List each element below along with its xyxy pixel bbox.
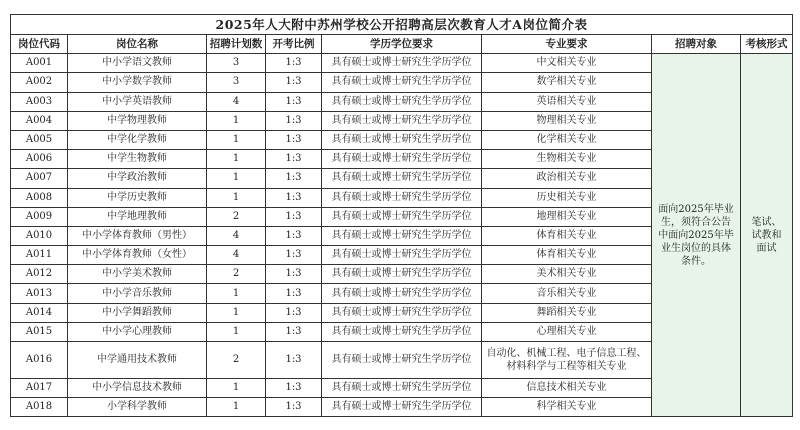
cell-code: A009 bbox=[11, 207, 68, 226]
cell-ratio: 1:3 bbox=[266, 303, 322, 322]
cell-plan: 1 bbox=[207, 322, 266, 341]
cell-ratio: 1:3 bbox=[266, 226, 322, 245]
cell-plan: 4 bbox=[207, 92, 266, 111]
cell-code: A006 bbox=[11, 150, 68, 169]
cell-degree: 具有硕士或博士研究生学历学位 bbox=[322, 92, 482, 111]
job-table bbox=[10, 14, 793, 417]
cell-ratio: 1:3 bbox=[266, 398, 322, 417]
cell-plan: 3 bbox=[207, 54, 266, 73]
cell-major: 科学相关专业 bbox=[482, 398, 652, 417]
header-code: 岗位代码 bbox=[11, 35, 68, 54]
cell-degree: 具有硕士或博士研究生学历学位 bbox=[322, 130, 482, 149]
cell-plan: 1 bbox=[207, 111, 266, 130]
cell-assessment: 笔试、试教和面试 bbox=[741, 54, 793, 417]
cell-major: 信息技术相关专业 bbox=[482, 379, 652, 398]
cell-degree: 具有硕士或博士研究生学历学位 bbox=[322, 303, 482, 322]
cell-name: 中小学体育教师（女性） bbox=[68, 246, 207, 265]
cell-degree: 具有硕士或博士研究生学历学位 bbox=[322, 73, 482, 92]
cell-code: A015 bbox=[11, 322, 68, 341]
cell-ratio: 1:3 bbox=[266, 322, 322, 341]
cell-name: 中学历史教师 bbox=[68, 188, 207, 207]
cell-code: A017 bbox=[11, 379, 68, 398]
cell-name: 小学科学教师 bbox=[68, 398, 207, 417]
cell-major: 政治相关专业 bbox=[482, 169, 652, 188]
cell-degree: 具有硕士或博士研究生学历学位 bbox=[322, 398, 482, 417]
cell-major: 中文相关专业 bbox=[482, 54, 652, 73]
cell-plan: 4 bbox=[207, 246, 266, 265]
cell-major: 地理相关专业 bbox=[482, 207, 652, 226]
cell-name: 中学地理教师 bbox=[68, 207, 207, 226]
cell-degree: 具有硕士或博士研究生学历学位 bbox=[322, 111, 482, 130]
cell-code: A010 bbox=[11, 226, 68, 245]
cell-major: 体育相关专业 bbox=[482, 226, 652, 245]
cell-major: 音乐相关专业 bbox=[482, 284, 652, 303]
cell-plan: 2 bbox=[207, 265, 266, 284]
cell-ratio: 1:3 bbox=[266, 169, 322, 188]
cell-degree: 具有硕士或博士研究生学历学位 bbox=[322, 265, 482, 284]
cell-code: A002 bbox=[11, 73, 68, 92]
cell-ratio: 1:3 bbox=[266, 284, 322, 303]
cell-major: 美术相关专业 bbox=[482, 265, 652, 284]
cell-name: 中学物理教师 bbox=[68, 111, 207, 130]
cell-plan: 2 bbox=[207, 342, 266, 379]
cell-ratio: 1:3 bbox=[266, 188, 322, 207]
cell-major: 数学相关专业 bbox=[482, 73, 652, 92]
cell-code: A004 bbox=[11, 111, 68, 130]
table-row bbox=[11, 54, 793, 73]
cell-code: A005 bbox=[11, 130, 68, 149]
table-title: 2025年人大附中苏州学校公开招聘高层次教育人才A岗位简介表 bbox=[11, 15, 793, 35]
cell-name: 中学生物教师 bbox=[68, 150, 207, 169]
cell-ratio: 1:3 bbox=[266, 265, 322, 284]
cell-code: A003 bbox=[11, 92, 68, 111]
cell-code: A008 bbox=[11, 188, 68, 207]
cell-code: A012 bbox=[11, 265, 68, 284]
header-major: 专业要求 bbox=[482, 35, 652, 54]
cell-major: 自动化、机械工程、电子信息工程、材料科学与工程等相关专业 bbox=[482, 342, 652, 379]
cell-plan: 1 bbox=[207, 150, 266, 169]
cell-major: 体育相关专业 bbox=[482, 246, 652, 265]
cell-plan: 1 bbox=[207, 188, 266, 207]
header-name: 岗位名称 bbox=[68, 35, 207, 54]
cell-plan: 2 bbox=[207, 207, 266, 226]
header-plan: 招聘计划数 bbox=[207, 35, 266, 54]
cell-name: 中小学体育教师（男性） bbox=[68, 226, 207, 245]
cell-name: 中小学语文教师 bbox=[68, 54, 207, 73]
cell-name: 中小学信息技术教师 bbox=[68, 379, 207, 398]
header-target: 招聘对象 bbox=[652, 35, 741, 54]
cell-name: 中小学音乐教师 bbox=[68, 284, 207, 303]
cell-ratio: 1:3 bbox=[266, 73, 322, 92]
cell-name: 中小学心理教师 bbox=[68, 322, 207, 341]
cell-name: 中小学数学教师 bbox=[68, 73, 207, 92]
cell-major: 历史相关专业 bbox=[482, 188, 652, 207]
cell-ratio: 1:3 bbox=[266, 54, 322, 73]
cell-target: 面向2025年毕业生，须符合公告中面向2025年毕业生岗位的具体条件。 bbox=[652, 54, 741, 417]
job-table-container bbox=[10, 14, 792, 417]
cell-major: 物理相关专业 bbox=[482, 111, 652, 130]
cell-name: 中学政治教师 bbox=[68, 169, 207, 188]
cell-ratio: 1:3 bbox=[266, 92, 322, 111]
cell-ratio: 1:3 bbox=[266, 379, 322, 398]
cell-ratio: 1:3 bbox=[266, 150, 322, 169]
cell-name: 中小学美术教师 bbox=[68, 265, 207, 284]
cell-ratio: 1:3 bbox=[266, 207, 322, 226]
cell-plan: 4 bbox=[207, 226, 266, 245]
cell-plan: 1 bbox=[207, 130, 266, 149]
cell-major: 生物相关专业 bbox=[482, 150, 652, 169]
cell-name: 中小学舞蹈教师 bbox=[68, 303, 207, 322]
cell-ratio: 1:3 bbox=[266, 130, 322, 149]
cell-major: 化学相关专业 bbox=[482, 130, 652, 149]
header-row bbox=[11, 35, 793, 54]
cell-major: 心理相关专业 bbox=[482, 322, 652, 341]
cell-code: A011 bbox=[11, 246, 68, 265]
cell-degree: 具有硕士或博士研究生学历学位 bbox=[322, 207, 482, 226]
header-ratio: 开考比例 bbox=[266, 35, 322, 54]
cell-degree: 具有硕士或博士研究生学历学位 bbox=[322, 54, 482, 73]
cell-degree: 具有硕士或博士研究生学历学位 bbox=[322, 342, 482, 379]
cell-ratio: 1:3 bbox=[266, 246, 322, 265]
cell-name: 中学通用技术教师 bbox=[68, 342, 207, 379]
cell-degree: 具有硕士或博士研究生学历学位 bbox=[322, 246, 482, 265]
cell-major: 舞蹈相关专业 bbox=[482, 303, 652, 322]
cell-code: A014 bbox=[11, 303, 68, 322]
cell-plan: 1 bbox=[207, 284, 266, 303]
cell-degree: 具有硕士或博士研究生学历学位 bbox=[322, 379, 482, 398]
header-degree: 学历学位要求 bbox=[322, 35, 482, 54]
cell-ratio: 1:3 bbox=[266, 342, 322, 379]
cell-plan: 1 bbox=[207, 379, 266, 398]
cell-plan: 1 bbox=[207, 169, 266, 188]
cell-code: A001 bbox=[11, 54, 68, 73]
cell-name: 中学化学教师 bbox=[68, 130, 207, 149]
cell-code: A016 bbox=[11, 342, 68, 379]
cell-degree: 具有硕士或博士研究生学历学位 bbox=[322, 188, 482, 207]
cell-code: A007 bbox=[11, 169, 68, 188]
cell-degree: 具有硕士或博士研究生学历学位 bbox=[322, 284, 482, 303]
cell-plan: 3 bbox=[207, 73, 266, 92]
title-row bbox=[11, 15, 793, 35]
cell-code: A013 bbox=[11, 284, 68, 303]
cell-degree: 具有硕士或博士研究生学历学位 bbox=[322, 322, 482, 341]
cell-name: 中小学英语教师 bbox=[68, 92, 207, 111]
cell-code: A018 bbox=[11, 398, 68, 417]
header-assessment: 考核形式 bbox=[741, 35, 793, 54]
cell-plan: 1 bbox=[207, 303, 266, 322]
cell-major: 英语相关专业 bbox=[482, 92, 652, 111]
cell-plan: 1 bbox=[207, 398, 266, 417]
cell-degree: 具有硕士或博士研究生学历学位 bbox=[322, 226, 482, 245]
cell-degree: 具有硕士或博士研究生学历学位 bbox=[322, 169, 482, 188]
cell-degree: 具有硕士或博士研究生学历学位 bbox=[322, 150, 482, 169]
cell-ratio: 1:3 bbox=[266, 111, 322, 130]
